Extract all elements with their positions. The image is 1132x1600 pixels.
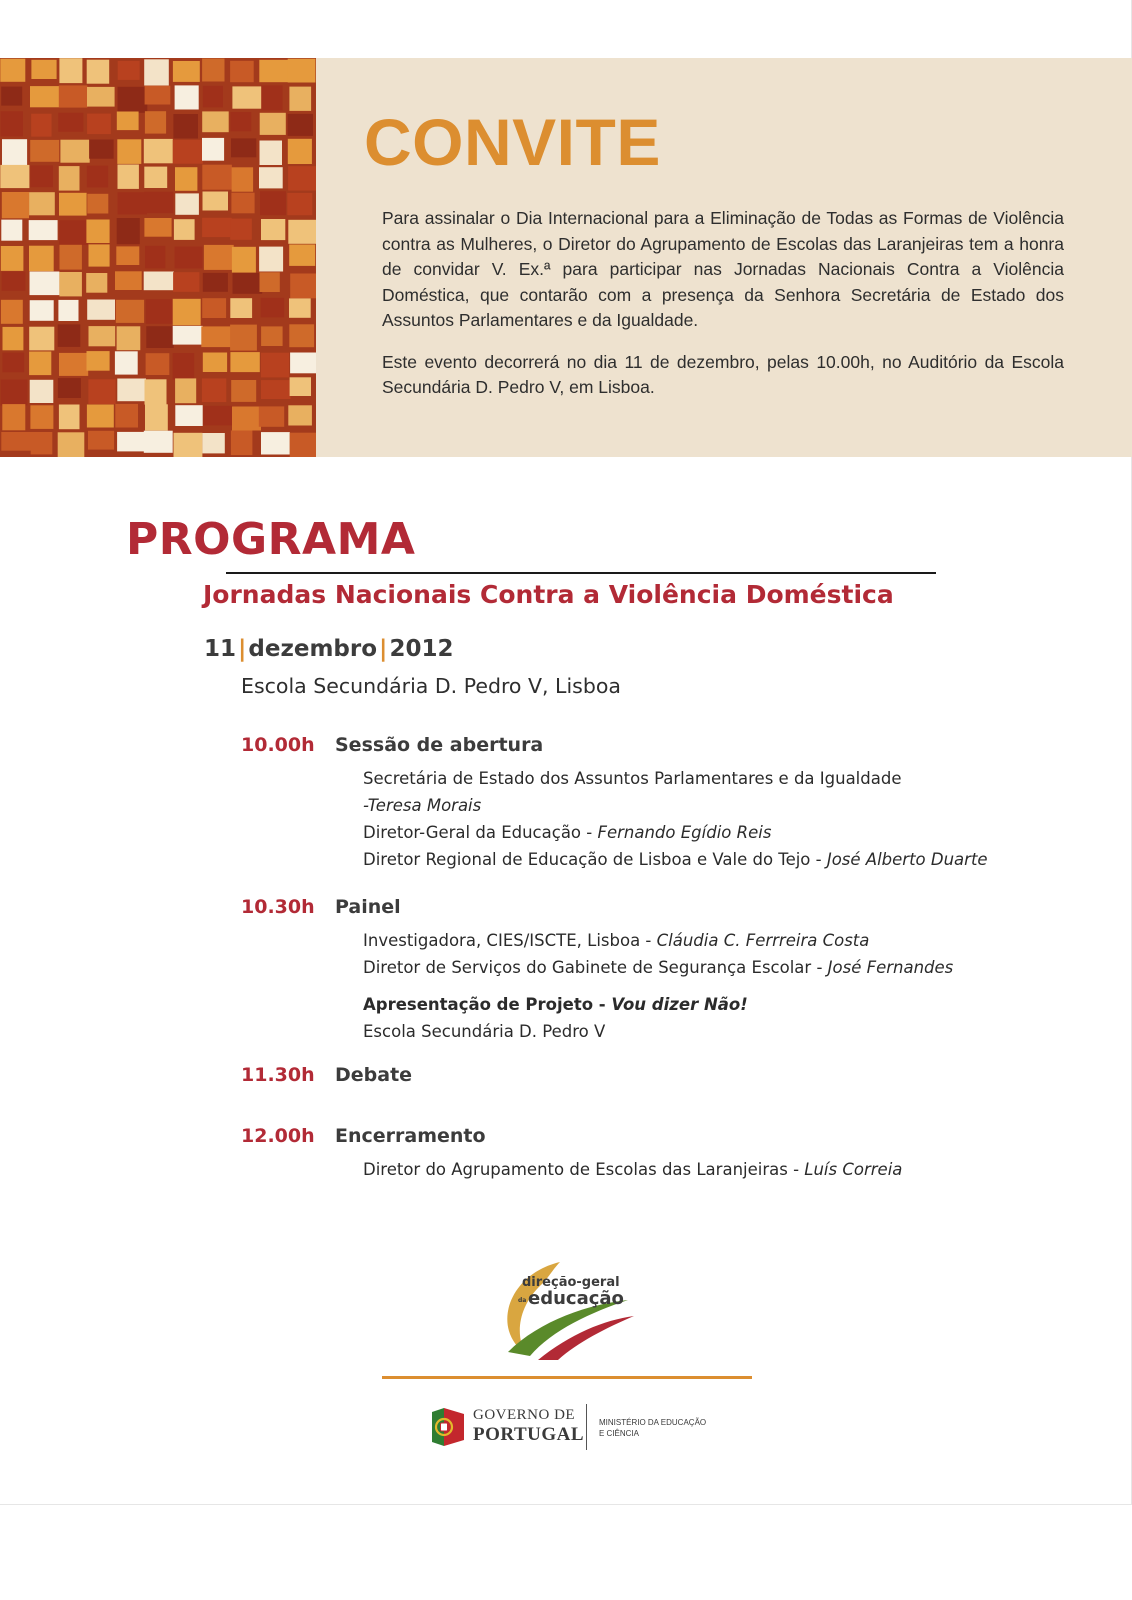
session-time: 12.00h [241,1125,315,1147]
event-venue: Escola Secundária D. Pedro V, Lisboa [241,674,621,698]
mosaic-tile [31,114,51,137]
mosaic-tile [230,352,259,372]
mosaic-tile [115,271,142,290]
mosaic-tile [117,432,144,452]
mosaic-tile [145,111,166,133]
mosaic-tile [88,379,115,404]
mosaic-tile [144,431,173,453]
mosaic-tile [144,167,167,188]
mosaic-tile [144,272,174,291]
speaker-line: Investigadora, CIES/ISCTE, Lisboa - Cláudia C. Ferrreira Costa [363,931,870,950]
mosaic-tile [58,324,81,347]
mosaic-tile [145,246,165,269]
dge-logo [500,1260,650,1360]
mosaic-tile [89,140,114,159]
mosaic-tile [175,193,199,214]
mosaic-tile [59,166,80,191]
mosaic-tile [2,353,24,373]
mosaic-tile [117,139,141,164]
dge-text-line2: educação [528,1288,624,1309]
project-presentation: Apresentação de Projeto - Vou dizer Não! [363,995,748,1014]
invitation-title: CONVITE [364,105,661,179]
mosaic-tile [260,272,280,292]
ministry-label-line2: E CIÊNCIA [599,1429,640,1438]
mosaic-tile [290,274,316,299]
speaker-line: Diretor Regional de Educação de Lisboa e Vale do Tejo - José Alberto Duarte [363,850,988,869]
speaker-line: Diretor do Agrupamento de Escolas das Laranjeiras - Luís Correia [363,1160,903,1179]
mosaic-tile [146,326,173,348]
mosaic-tile [289,87,311,111]
mosaic-tile [59,353,88,376]
mosaic-tile [144,139,173,163]
mosaic-tile [30,140,59,162]
mosaic-tile [31,60,56,79]
mosaic-tile [29,327,54,351]
mosaic-tile [1,432,31,451]
mosaic-tile [1,380,28,406]
mosaic-tile [0,59,25,82]
mosaic-tile [87,114,111,135]
mosaic-tile [2,192,29,218]
mosaic-tile [173,272,199,292]
government-label-line1: GOVERNO DE [473,1407,576,1423]
mosaic-tile [1,300,23,324]
mosaic-tile [173,61,200,82]
mosaic-tile [145,86,171,105]
session-speakers [363,1156,902,1183]
mosaic-tile [145,379,167,404]
session-time: 10.00h [241,734,315,756]
mosaic-tile [87,194,108,214]
mosaic-tile [202,59,224,82]
mosaic-tile [174,433,203,457]
mosaic-tile [30,86,60,107]
mosaic-tile [175,378,196,403]
mosaic-tile [58,378,81,398]
mosaic-tile [89,244,110,266]
mosaic-tile [1,87,22,106]
date-month: dezembro [248,636,378,662]
mosaic-tile [232,86,262,108]
mosaic-tile [202,379,226,403]
mosaic-tile [288,405,312,425]
mosaic-tile [175,405,202,426]
mosaic-tile [118,61,140,80]
mosaic-tile [259,167,283,188]
session-time: 11.30h [241,1064,315,1086]
mosaic-tile [86,273,107,293]
mosaic-tile [87,60,110,84]
session-time: 10.30h [241,896,315,918]
mosaic-tile [259,406,284,426]
mosaic-tile [30,300,54,321]
mosaic-tile [117,326,141,350]
mosaic-tile [2,272,26,291]
session-speakers [363,765,988,873]
mosaic-tile [259,247,283,272]
invitation-header [0,58,1132,457]
program-heading: PROGRAMA [126,514,416,565]
mosaic-image [0,58,316,457]
program-subtitle: Jornadas Nacionais Contra a Violência Doméstica [203,580,894,609]
mosaic-tile [232,167,254,191]
mosaic-tile [260,191,286,215]
mosaic-tile [87,351,110,371]
mosaic-tile [59,85,88,107]
mosaic-tile [117,379,146,402]
mosaic-tile [118,165,139,189]
mosaic-tile [260,141,283,166]
mosaic-tile [290,353,316,374]
mosaic-tile [29,352,51,376]
mosaic-tile [145,404,168,430]
mosaic-tile [58,113,83,132]
mosaic-tile [2,139,27,165]
speaker-line: -Teresa Morais [363,796,482,815]
mosaic-tile [288,59,316,83]
mosaic-tile [173,353,195,379]
mosaic-tile [201,326,231,347]
mosaic-tile [204,245,234,270]
mosaic-tile [230,298,252,318]
mosaic-tile [231,431,253,456]
mosaic-tile [89,326,116,346]
mosaic-tile [202,218,232,237]
mosaic-tile [175,167,197,191]
mosaic-tile [118,87,148,113]
mosaic-tile [115,351,138,374]
mosaic-tile [231,138,256,157]
mosaic-tile [116,300,144,323]
mosaic-tile [231,193,254,214]
mosaic-tile [230,112,251,131]
mosaic-tile [288,220,316,244]
invitation-paragraph-1: Para assinalar o Dia Internacional para a Eliminação de Todas as Formas de Violência contra as Mulheres, o Diretor do Agrupamento de Escolas das Laranjeiras tem a honra de convidar V. Ex.ª para participar nas Jornadas Nacionais Contra a Violência Doméstica, que contarão com a presença da Senhora Secretária de Estado dos Assuntos Parlamentares e da Igualdade. [382,208,1064,330]
mosaic-tile [202,165,232,190]
mosaic-tile [288,114,313,136]
mosaic-tile [261,298,285,318]
mosaic-tile [232,247,256,273]
mosaic-tile [203,192,229,211]
mosaic-tile [173,299,201,326]
mosaic-tile [117,112,139,131]
mosaic-tile [230,219,252,240]
mosaic-tile [117,218,140,244]
mosaic-tile [175,247,203,269]
mosaic-tile [29,246,54,272]
mosaic-tile [174,219,195,240]
mosaic-tile [231,380,256,402]
mosaic-tile [173,326,203,345]
invitation-text [382,206,1064,417]
mosaic-tile [289,298,311,317]
mosaic-tile [233,273,263,294]
mosaic-tile [30,165,53,187]
mosaic-tile [146,353,170,375]
program-divider [226,572,936,574]
date-year: 2012 [389,636,454,662]
mosaic-tile [202,433,224,453]
mosaic-tile [288,139,312,164]
mosaic-tile [175,85,199,109]
session-title: Debate [335,1064,413,1086]
mosaic-tile [144,59,169,85]
project-school: Escola Secundária D. Pedro V [363,1022,606,1041]
mosaic-tile [261,219,285,240]
government-label-line2: PORTUGAL [473,1424,585,1445]
mosaic-tile [29,192,55,215]
event-date [204,636,453,662]
mosaic-tile [30,405,53,429]
mosaic-tile [202,298,226,318]
mosaic-tile [261,85,282,110]
mosaic-tile [30,380,54,403]
mosaic-tile [29,220,58,240]
invitation-paragraph-2: Este evento decorrerá no dia 11 de dezembro, pelas 10.00h, no Auditório da Escola Secundária D. Pedro V, em Lisboa. [382,351,1064,397]
mosaic-tile [232,407,261,431]
speaker-line: Diretor de Serviços do Gabinete de Segurança Escolar - José Fernandes [363,958,954,977]
mosaic-tile [58,432,85,457]
dge-text-line1: direção-geral [522,1275,620,1290]
mosaic-tile [261,353,289,378]
mosaic-tile [87,87,115,107]
mosaic-tile [1,220,22,241]
date-separator: | [238,636,247,662]
mosaic-tile [287,193,312,215]
session-title: Painel [335,896,401,918]
speaker-line: Secretária de Estado dos Assuntos Parlamentares e da Igualdade [363,769,902,788]
mosaic-tile [1,111,23,136]
mosaic-tile [290,433,316,457]
mosaic-tile [202,111,229,132]
speaker-line: Diretor-Geral da Educação - Fernando Egídio Reis [363,823,772,842]
mosaic-tile [59,405,80,430]
mosaic-tile [144,192,173,213]
mosaic-tile [203,406,232,426]
mosaic-tile [59,193,87,216]
date-day: 11 [204,636,237,662]
mosaic-tile [173,114,198,139]
mosaic-tile [230,61,254,82]
mosaic-tile [288,166,316,190]
mosaic-tile [87,405,114,428]
mosaic-tile [0,165,29,188]
mosaic-tile [3,327,24,350]
mosaic-tile [261,326,283,346]
mosaic-tile [31,432,53,454]
mosaic-tile [60,140,89,163]
mosaic-tile [289,324,314,347]
mosaic-tile [203,353,227,373]
mosaic-tile [203,273,228,292]
session-title: Encerramento [335,1125,486,1147]
mosaic-tile [60,245,82,270]
mosaic-tile [59,58,82,83]
mosaic-tile [203,86,223,108]
mosaic-tile [59,272,82,296]
mosaic-tile [87,166,108,188]
mosaic-tile [88,431,114,450]
mosaic-tile [259,60,288,82]
session-speakers [363,927,953,1045]
mosaic-tile [59,220,88,245]
mosaic-tile [58,300,78,321]
dge-text-small: da [518,1297,527,1304]
mosaic-tile [30,272,60,296]
mosaic-tile [202,138,224,161]
mosaic-tile [260,113,286,135]
government-logo [430,1404,720,1454]
mosaic-tile [290,377,311,396]
mosaic-tile [261,380,291,399]
mosaic-tile [116,246,139,265]
mosaic-tile [118,192,147,214]
mosaic-tile [289,245,315,266]
ministry-label-line1: MINISTÉRIO DA EDUCAÇÃO [599,1418,707,1427]
mosaic-tile [87,300,115,320]
footer-divider [382,1376,752,1379]
mosaic-tile [86,220,109,244]
date-separator: | [379,636,388,662]
mosaic-tile [173,140,203,164]
mosaic-tile [2,404,25,430]
mosaic-artwork [0,58,316,457]
logo-separator [586,1404,587,1450]
mosaic-tile [261,432,290,454]
mosaic-tile [115,404,138,428]
portugal-flag-icon [430,1406,466,1448]
session-title: Sessão de abertura [335,734,544,756]
mosaic-tile [230,325,257,351]
mosaic-tile [146,299,175,324]
mosaic-tile [144,218,171,237]
mosaic-tile [1,246,24,271]
